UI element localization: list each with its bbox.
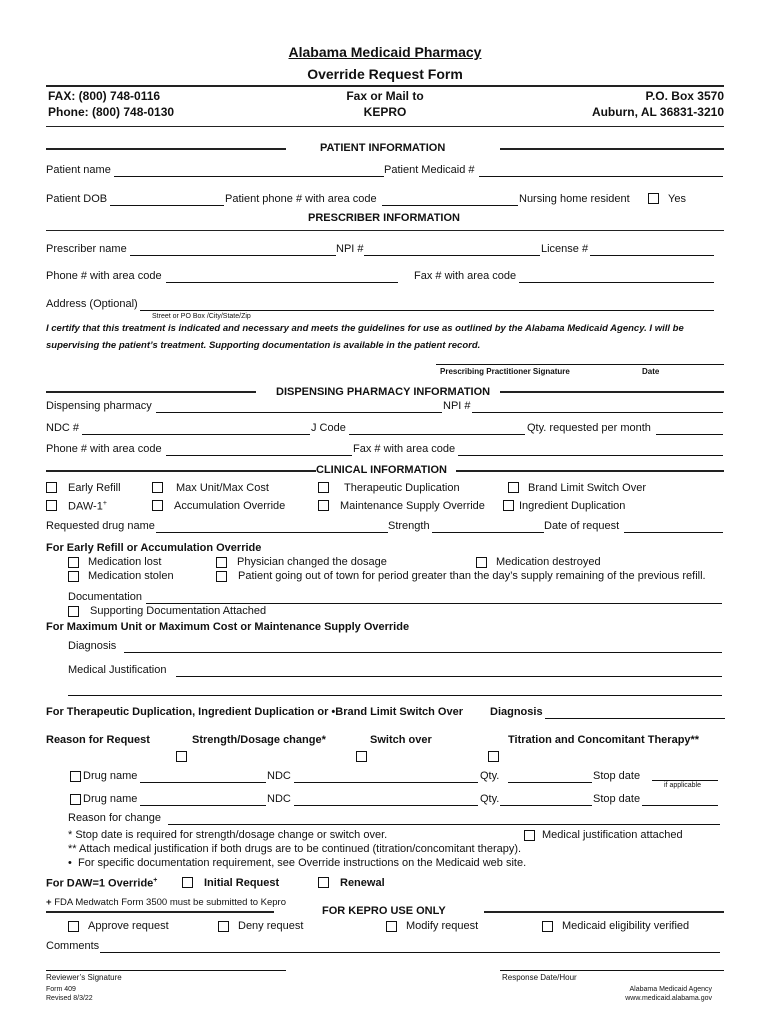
med-stolen-label: Medication stolen	[88, 570, 174, 582]
certify-statement: I certify that this treatment is indicated and necessary and meets the guidelines for use as outlined by the Alabama Medicaid Agency. I will be	[46, 323, 684, 334]
early-refill-heading: For Early Refill or Accumulation Override	[46, 542, 262, 554]
renewal-checkbox[interactable]	[318, 877, 329, 888]
prescriber-name-field[interactable]	[130, 255, 336, 256]
brand-limit-checkbox[interactable]	[508, 482, 519, 493]
drug-qty-label: Qty.	[480, 770, 500, 782]
early-refill-checkbox[interactable]	[46, 482, 57, 493]
nursing-home-label: Nursing home resident	[519, 193, 630, 205]
phone-number: Phone: (800) 748-0130	[48, 105, 175, 119]
documentation-field[interactable]	[146, 603, 722, 604]
drug-1-checkbox[interactable]	[70, 771, 81, 782]
drug-2-stop-date-field[interactable]	[642, 805, 718, 806]
date-request-label: Date of request	[544, 520, 620, 532]
section-rule	[46, 470, 316, 472]
out-of-town-checkbox[interactable]	[216, 571, 227, 582]
titration-label: Titration and Concomitant Therapy**	[508, 734, 700, 746]
pharmacy-npi-label: NPI #	[443, 400, 471, 412]
justification-field-2[interactable]	[68, 695, 722, 696]
fax-number: FAX: (800) 748-0116	[48, 89, 161, 103]
signature-label: Prescribing Practitioner Signature	[440, 367, 570, 376]
eligibility-label: Medicaid eligibility verified	[562, 920, 690, 932]
patient-dob-field[interactable]	[110, 205, 224, 206]
prescriber-signature-field[interactable]	[436, 364, 724, 365]
pharmacy-fax-label: Fax # with area code	[353, 443, 456, 455]
drug-1-qty-field[interactable]	[508, 782, 592, 783]
pharmacy-phone-label: Phone # with area code	[46, 443, 162, 455]
med-stolen-checkbox[interactable]	[68, 571, 79, 582]
early-refill-label: Early Refill	[68, 482, 121, 494]
brand-limit-label: Brand Limit Switch Over	[528, 482, 646, 494]
pharmacy-fax-field[interactable]	[458, 455, 723, 456]
prescriber-fax-label: Fax # with area code	[414, 270, 517, 282]
supporting-doc-label: Supporting Documentation Attached	[90, 605, 267, 617]
comments-field[interactable]	[100, 952, 720, 953]
response-date-field[interactable]	[500, 970, 724, 971]
approve-label: Approve request	[88, 920, 169, 932]
section-rule	[500, 391, 724, 393]
patient-name-label: Patient name	[46, 164, 111, 176]
max-unit-checkbox[interactable]	[152, 482, 163, 493]
strength-label: Strength	[388, 520, 430, 532]
modify-checkbox[interactable]	[386, 921, 397, 932]
initial-request-label: Initial Request	[204, 877, 280, 889]
therapeutic-dup-label: Therapeutic Duplication	[344, 482, 460, 494]
drug-qty-label: Qty.	[480, 793, 500, 805]
drug-name-label: Drug name	[83, 770, 138, 782]
drug-2-qty-field[interactable]	[500, 805, 592, 806]
address-hint: Street or PO Box /City/State/Zip	[152, 313, 251, 320]
stop-date-label: Stop date	[593, 793, 641, 805]
supporting-doc-checkbox[interactable]	[68, 606, 79, 617]
reviewer-signature-field[interactable]	[46, 970, 286, 971]
approve-checkbox[interactable]	[68, 921, 79, 932]
med-justification-checkbox[interactable]	[524, 830, 535, 841]
diagnosis-label: Diagnosis	[68, 640, 117, 652]
med-destroyed-checkbox[interactable]	[476, 557, 487, 568]
jcode-label: J Code	[311, 422, 346, 434]
ingredient-dup-label: Ingredient Duplication	[519, 500, 626, 512]
fda-note: + FDA Medwatch Form 3500 must be submitted to Kepro	[46, 897, 287, 908]
drug-2-name-field[interactable]	[140, 805, 266, 806]
prescriber-npi-label: NPI #	[336, 243, 364, 255]
daw-heading: For DAW=1 Override+	[46, 877, 158, 890]
drug-1-name-field[interactable]	[140, 782, 266, 783]
section-rule	[46, 230, 724, 231]
agency-name: Alabama Medicaid Agency	[629, 986, 712, 993]
certify-statement-2: supervising the patient’s treatment. Supporting documentation is available in the patient record.	[46, 340, 481, 351]
pharmacy-name-label: Dispensing pharmacy	[46, 400, 152, 412]
section-rule	[46, 911, 274, 913]
reason-request-label: Reason for Request	[46, 734, 150, 746]
documentation-label: Documentation	[68, 591, 142, 603]
strength-change-checkbox[interactable]	[176, 751, 187, 762]
comments-label: Comments	[46, 940, 100, 952]
med-justification-label: Medical justification attached	[542, 829, 683, 841]
clinical-section-title: CLINICAL INFORMATION	[316, 464, 447, 476]
signature-date-label: Date	[642, 367, 660, 376]
header-rule	[46, 85, 724, 87]
strength-change-label: Strength/Dosage change*	[192, 734, 326, 746]
daw-label: DAW-1+	[68, 500, 107, 513]
prescriber-phone-field[interactable]	[166, 282, 398, 283]
drug-name-label: Drug name	[83, 793, 138, 805]
note-documentation: • For specific documentation requirement, see Override instructions on the Medicaid web site.	[68, 857, 527, 869]
revised-date: Revised 8/3/22	[46, 995, 93, 1002]
prescriber-fax-field[interactable]	[519, 282, 714, 283]
therapeutic-diagnosis-label: Diagnosis	[490, 706, 543, 718]
patient-phone-label: Patient phone # with area code	[225, 193, 377, 205]
physician-changed-label: Physician changed the dosage	[237, 556, 387, 568]
form-subtitle: Override Request Form	[307, 66, 463, 82]
accumulation-label: Accumulation Override	[174, 500, 286, 512]
note-attach: ** Attach medical justification if both drugs are to be continued (titration/concomitant therapy).	[68, 843, 522, 855]
justification-field[interactable]	[176, 676, 722, 677]
modify-label: Modify request	[406, 920, 479, 932]
ingredient-dup-checkbox[interactable]	[503, 500, 514, 511]
switch-over-checkbox[interactable]	[356, 751, 367, 762]
switch-over-label: Switch over	[370, 734, 432, 746]
if-applicable-hint: if applicable	[664, 782, 701, 789]
prescriber-phone-label: Phone # with area code	[46, 270, 162, 282]
justification-label: Medical Justification	[68, 664, 167, 676]
kepro-label: KEPRO	[363, 105, 407, 119]
prescriber-license-label: License #	[541, 243, 589, 255]
deny-label: Deny request	[238, 920, 304, 932]
drug-2-checkbox[interactable]	[70, 794, 81, 805]
qty-label: Qty. requested per month	[527, 422, 651, 434]
drug-ndc-label: NDC	[267, 770, 291, 782]
reason-change-field[interactable]	[168, 824, 720, 825]
maintenance-checkbox[interactable]	[318, 500, 329, 511]
po-box: P.O. Box 3570	[645, 89, 724, 103]
jcode-field[interactable]	[349, 434, 525, 435]
med-lost-label: Medication lost	[88, 556, 162, 568]
diagnosis-field[interactable]	[124, 652, 722, 653]
section-rule	[456, 470, 724, 472]
requested-drug-field[interactable]	[156, 532, 388, 533]
patient-phone-field[interactable]	[382, 205, 518, 206]
maintenance-label: Maintenance Supply Override	[340, 500, 485, 512]
therapeutic-dup-checkbox[interactable]	[318, 482, 329, 493]
titration-checkbox[interactable]	[488, 751, 499, 762]
kepro-section-title: FOR KEPRO USE ONLY	[322, 905, 446, 917]
patient-medicaid-field[interactable]	[479, 176, 723, 177]
therapeutic-diagnosis-field[interactable]	[545, 718, 725, 719]
prescriber-license-field[interactable]	[590, 255, 714, 256]
ndc-label: NDC #	[46, 422, 80, 434]
patient-name-field[interactable]	[114, 176, 384, 177]
form-number: Form 409	[46, 986, 76, 993]
out-of-town-label: Patient going out of town for period greater than the day’s supply remaining of the previous refill.	[238, 570, 706, 582]
section-rule	[484, 911, 724, 913]
nursing-home-checkbox[interactable]	[648, 193, 659, 204]
med-lost-checkbox[interactable]	[68, 557, 79, 568]
patient-medicaid-label: Patient Medicaid #	[384, 164, 475, 176]
section-rule	[500, 148, 724, 150]
note-stop-date: * Stop date is required for strength/dosage change or switch over.	[68, 829, 388, 841]
accumulation-checkbox[interactable]	[152, 500, 163, 511]
prescriber-name-label: Prescriber name	[46, 243, 127, 255]
eligibility-checkbox[interactable]	[542, 921, 553, 932]
drug-ndc-label: NDC	[267, 793, 291, 805]
drug-1-stop-date-field[interactable]	[652, 780, 718, 781]
qty-field[interactable]	[656, 434, 723, 435]
requested-drug-label: Requested drug name	[46, 520, 155, 532]
pharmacy-npi-field[interactable]	[472, 412, 723, 413]
nursing-home-yes: Yes	[668, 193, 686, 205]
header-rule-2	[46, 126, 724, 127]
response-date-label: Response Date/Hour	[502, 973, 577, 982]
physician-changed-checkbox[interactable]	[216, 557, 227, 568]
patient-dob-label: Patient DOB	[46, 193, 108, 205]
prescriber-address-field[interactable]	[140, 310, 714, 311]
reason-change-label: Reason for change	[68, 812, 161, 824]
agency-site: www.medicaid.alabama.gov	[625, 995, 712, 1002]
max-unit-heading: For Maximum Unit or Maximum Cost or Maintenance Supply Override	[46, 621, 410, 633]
daw-checkbox[interactable]	[46, 500, 57, 511]
max-unit-label: Max Unit/Max Cost	[176, 482, 269, 494]
section-rule	[46, 148, 286, 150]
pharmacy-section-title: DISPENSING PHARMACY INFORMATION	[276, 386, 491, 398]
renewal-label: Renewal	[340, 877, 385, 889]
city-state-zip: Auburn, AL 36831-3210	[591, 105, 724, 119]
deny-checkbox[interactable]	[218, 921, 229, 932]
fax-mail-label: Fax or Mail to	[346, 89, 424, 103]
drug-2-ndc-field[interactable]	[294, 805, 478, 806]
prescriber-address-label: Address (Optional)	[46, 298, 138, 310]
section-rule	[46, 391, 256, 393]
form-title: Alabama Medicaid Pharmacy	[288, 44, 482, 60]
med-destroyed-label: Medication destroyed	[496, 556, 601, 568]
date-request-field[interactable]	[624, 532, 723, 533]
strength-field[interactable]	[432, 532, 544, 533]
reviewer-signature-label: Reviewer’s Signature	[46, 973, 122, 982]
stop-date-label: Stop date	[593, 770, 641, 782]
ndc-field[interactable]	[82, 434, 310, 435]
initial-request-checkbox[interactable]	[182, 877, 193, 888]
pharmacy-name-field[interactable]	[156, 412, 442, 413]
drug-1-ndc-field[interactable]	[294, 782, 478, 783]
prescriber-npi-field[interactable]	[364, 255, 540, 256]
pharmacy-phone-field[interactable]	[166, 455, 352, 456]
patient-section-title: PATIENT INFORMATION	[320, 142, 446, 154]
prescriber-section-title: PRESCRIBER INFORMATION	[308, 212, 460, 224]
therapeutic-heading: For Therapeutic Duplication, Ingredient Duplication or •Brand Limit Switch Over	[46, 706, 464, 718]
